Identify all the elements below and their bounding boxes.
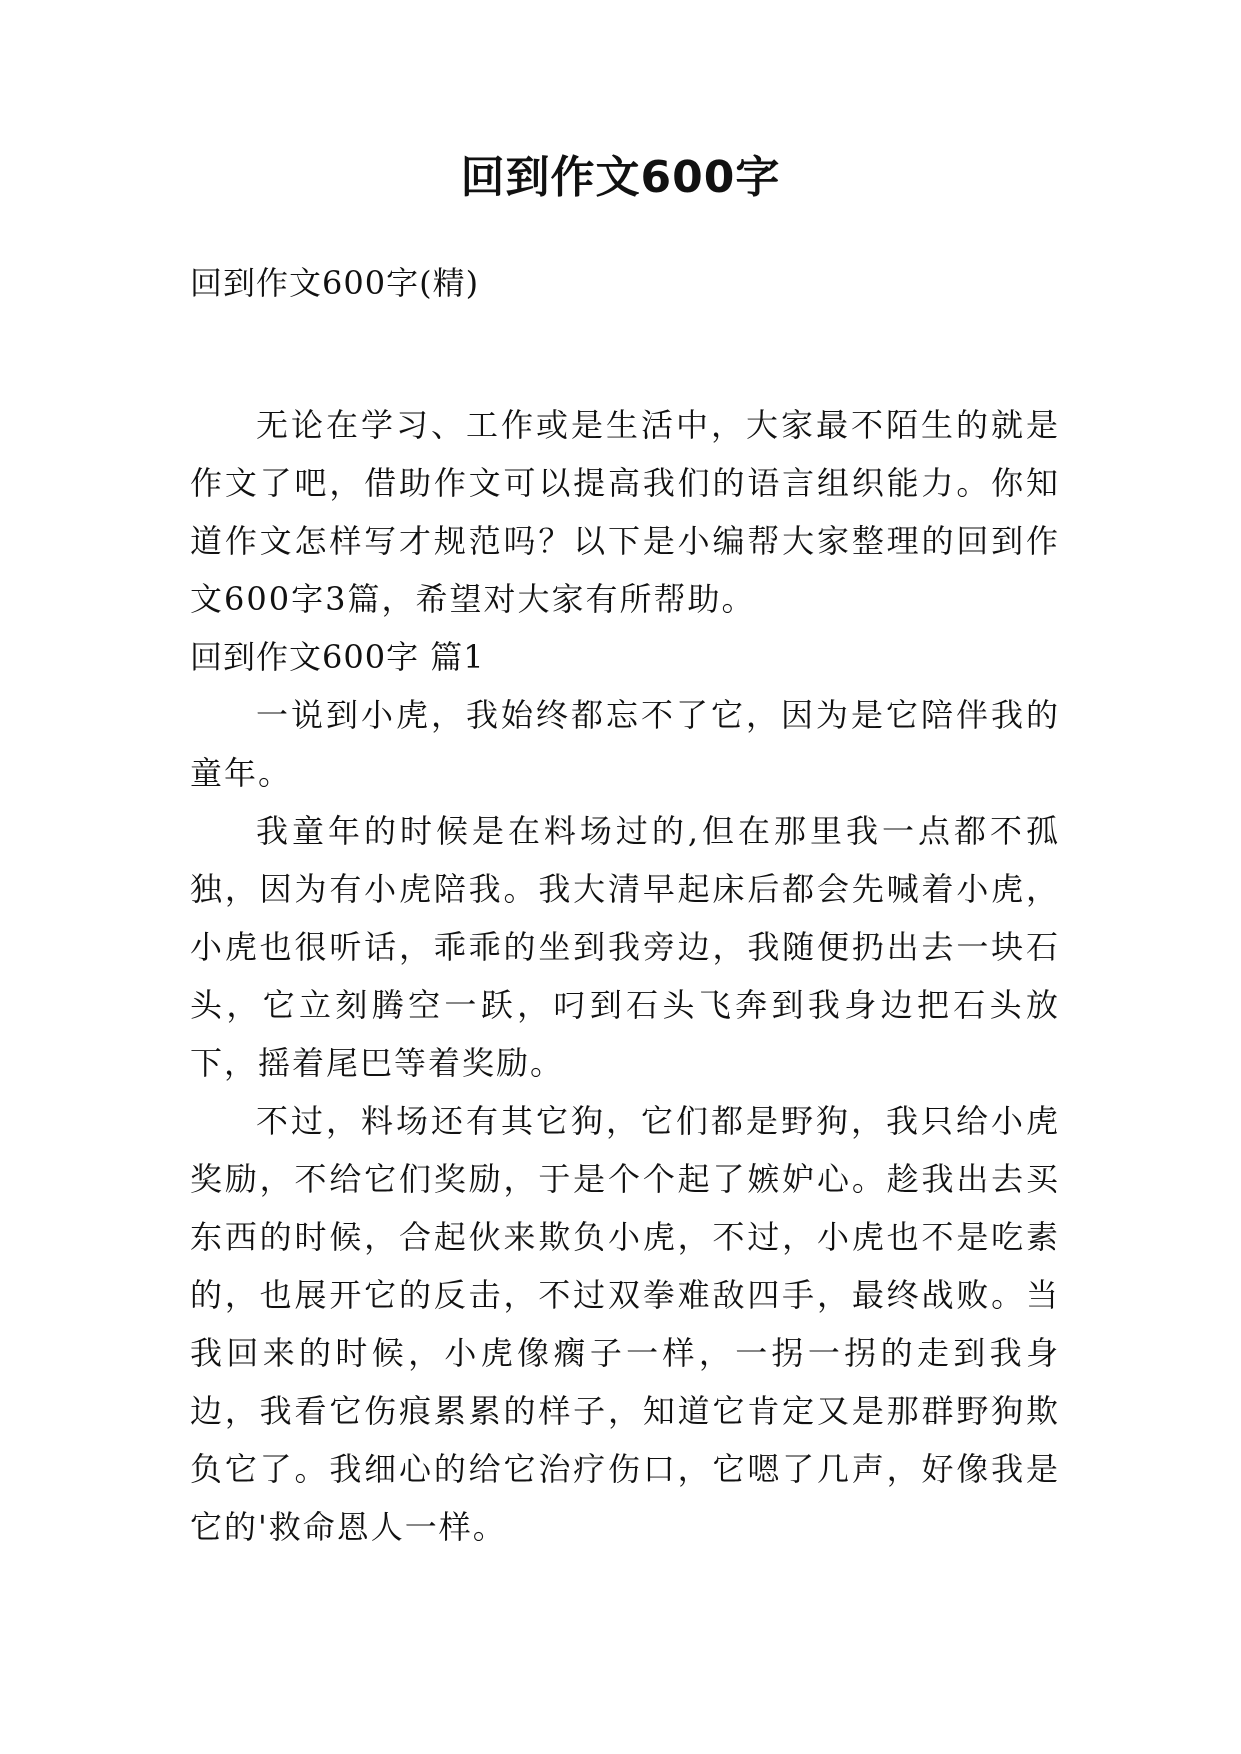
intro-paragraph: 无论在学习、工作或是生活中，大家最不陌生的就是作文了吧，借助作文可以提高我们的语言组织能力。你知道作文怎样写才规范吗？以下是小编帮大家整理的回到作文600字3篇，希望对大家有所帮助。 — [190, 406, 1060, 618]
document-title: 回到作文600字 — [460, 152, 781, 203]
body-paragraph-1: 一说到小虎，我始终都忘不了它，因为是它陪伴我的童年。 — [190, 696, 1060, 792]
body-paragraph-2: 我童年的时候是在料场过的,但在那里我一点都不孤独，因为有小虎陪我。我大清早起床后都会先喊着小虎，小虎也很听话，乖乖的坐到我旁边，我随便扔出去一块石头，它立刻腾空一跃，叼到石头飞奔到我身边把石头放下，摇着尾巴等着奖励。 — [190, 812, 1060, 1082]
section-heading: 回到作文600字 篇1 — [190, 638, 485, 676]
document-subtitle: 回到作文600字(精) — [190, 264, 480, 302]
body-paragraph-3: 不过，料场还有其它狗，它们都是野狗，我只给小虎奖励，不给它们奖励，于是个个起了嫉妒心。趁我出去买东西的时候，合起伙来欺负小虎，不过，小虎也不是吃素的，也展开它的反击，不过双拳难敌四手，最终战败。当我回来的时候，小虎像瘸子一样，一拐一拐的走到我身边，我看它伤痕累累的样子，知道它肯定又是那群野狗欺负它了。我细心的给它治疗伤口，它嗯了几声，好像我是它的'救命恩人一样。 — [190, 1102, 1060, 1546]
document-body — [190, 396, 1060, 1556]
